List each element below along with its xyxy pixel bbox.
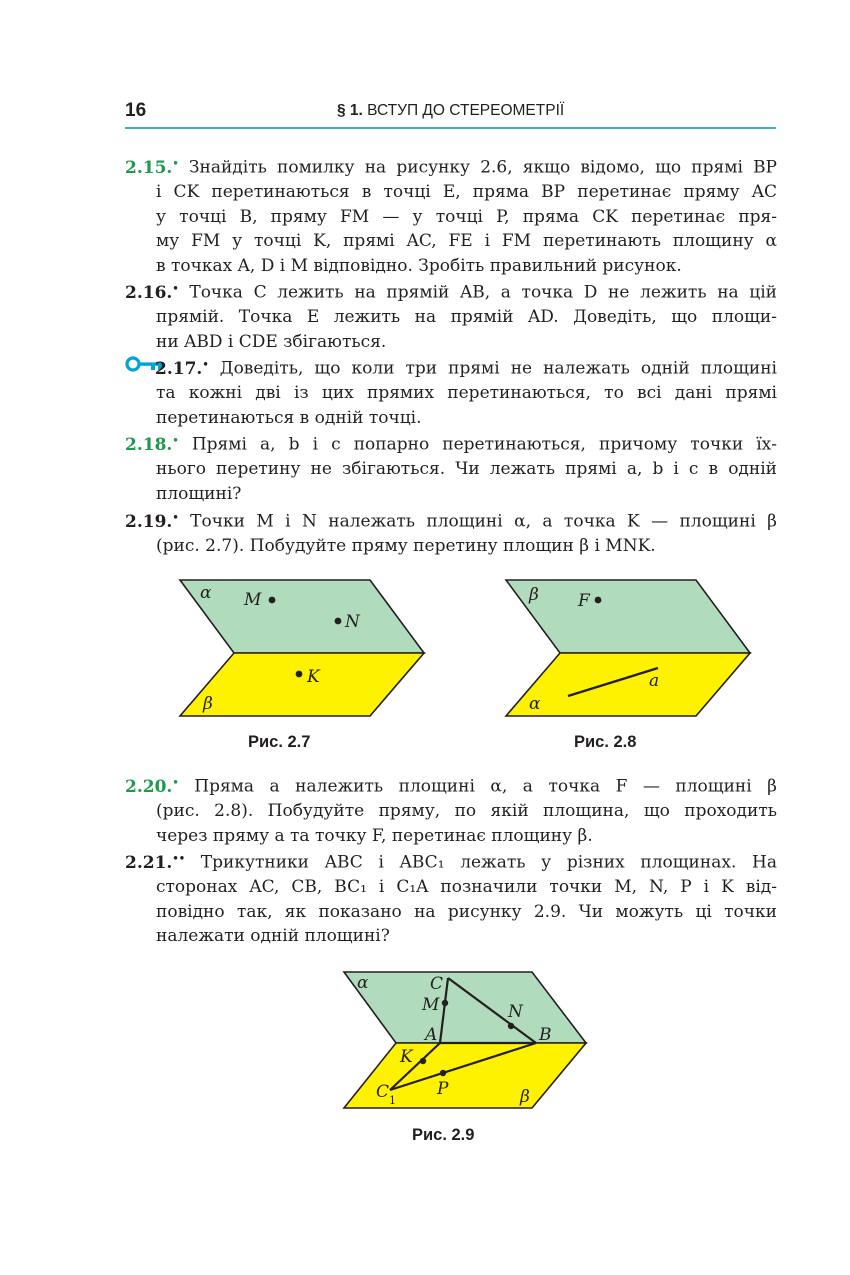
problem-line: належати одній площині? xyxy=(156,926,390,947)
point-K xyxy=(420,1058,426,1064)
label-a: a xyxy=(649,671,660,691)
problem-line: у точці B, пряму FM — у точці P, пряма CK перетинає пря- xyxy=(156,206,777,227)
section-name: ВСТУП ДО СТЕРЕОМЕТРІЇ xyxy=(367,102,565,119)
problem-line: 2.18.• Прямі a, b і c попарно перетинаються, причому точки їх- xyxy=(125,434,777,455)
problem-line: (рис. 2.8). Побудуйте пряму, по якій площина, що проходить xyxy=(156,801,777,822)
label-K: K xyxy=(400,1047,413,1067)
problem-2-18 xyxy=(125,429,777,506)
point-F xyxy=(595,597,602,604)
problem-2-20 xyxy=(125,771,777,848)
problem-2-17 xyxy=(125,353,777,430)
label-N: N xyxy=(345,612,360,632)
label-M: M xyxy=(422,995,440,1015)
label-C1: C xyxy=(376,1082,390,1102)
problem-number: 2.15.• xyxy=(125,157,179,178)
problem-line: 2.19.• Точки M і N належать площині α, а точка K — площині β xyxy=(125,511,777,532)
problem-line: му FM у точці K, прямі AC, FE і FM перетинають площину α xyxy=(156,231,777,252)
label-C1-sub: 1 xyxy=(389,1094,396,1107)
problem-line: 2.15.• Знайдіть помилку на рисунку 2.6, якщо відомо, що прямі BP xyxy=(125,157,777,178)
caption-2-7: Рис. 2.7 xyxy=(248,733,311,751)
label-A: A xyxy=(425,1025,438,1045)
problem-number: 2.20.• xyxy=(125,776,179,797)
label-K: K xyxy=(307,667,320,687)
figure-2-7 xyxy=(178,578,428,724)
label-beta: β xyxy=(203,694,213,714)
problem-line: ни ABD і CDE збігаються. xyxy=(156,331,387,352)
problem-line: 2.16.• Точка C лежить на прямій AB, а точка D не лежить на цій xyxy=(125,282,777,303)
section-title xyxy=(337,102,564,120)
figure-2-8 xyxy=(504,578,754,724)
problem-line: через пряму a та точку F, перетинає площину β. xyxy=(156,825,593,846)
problem-2-21 xyxy=(125,847,777,949)
point-N xyxy=(335,618,342,625)
problem-number: 2.18.• xyxy=(125,434,179,455)
label-N: N xyxy=(508,1002,523,1022)
point-K xyxy=(296,671,303,678)
point-P xyxy=(440,1070,446,1076)
figure-2-9 xyxy=(340,970,590,1116)
caption-2-8: Рис. 2.8 xyxy=(574,733,637,751)
problem-line: перетинаються в одній точці. xyxy=(156,407,422,428)
problem-line: повідно так, як показано на рисунку 2.9. Чи можуть ці точки xyxy=(156,901,777,922)
label-C: C xyxy=(430,974,444,994)
problem-line: і CK перетинаються в точці E, пряма BP перетинає пряму AC xyxy=(156,182,777,203)
problem-line: та кожні дві із цих прямих перетинаються, то всі дані прямі xyxy=(156,383,777,404)
problem-line: 2.21.•• Трикутники ABC і ABC₁ лежать у різних площинах. На xyxy=(125,852,777,873)
label-alpha: α xyxy=(357,973,369,993)
point-M xyxy=(442,1000,448,1006)
problem-2-16 xyxy=(125,277,777,354)
problem-line: 2.20.• Пряма a належить площині α, а точка F — площині β xyxy=(125,776,777,797)
label-B: B xyxy=(539,1025,552,1045)
problem-number: 2.17.• xyxy=(155,358,209,379)
plane-beta xyxy=(180,653,424,716)
label-alpha: α xyxy=(529,694,541,714)
problem-line: прямій. Точка E лежить на прямій AD. Доведіть, що площи- xyxy=(156,307,777,328)
problem-line: в точках A, D і M відповідно. Зробіть правильний рисунок. xyxy=(156,255,682,276)
problem-line: 2.17.• Доведіть, що коли три прямі не належать одній площині xyxy=(155,358,777,379)
plane-beta xyxy=(506,580,750,653)
problem-number: 2.21.•• xyxy=(125,852,186,873)
problem-line: (рис. 2.7). Побудуйте пряму перетину площин β і MNK. xyxy=(156,536,656,557)
label-M: M xyxy=(244,590,262,610)
problem-line: сторонах AC, CB, BC₁ і C₁A позначили точки M, N, P і K від- xyxy=(156,877,777,898)
point-N xyxy=(508,1023,514,1029)
header-rule xyxy=(125,127,776,129)
label-beta: β xyxy=(520,1087,530,1107)
label-P: P xyxy=(437,1079,449,1099)
plane-alpha xyxy=(506,653,750,716)
page-header xyxy=(125,98,776,128)
label-beta: β xyxy=(529,585,539,605)
point-M xyxy=(269,597,276,604)
problem-number: 2.19.• xyxy=(125,511,179,532)
page-number: 16 xyxy=(125,100,147,121)
problem-2-19 xyxy=(125,506,777,559)
plane-alpha xyxy=(180,580,424,653)
problem-2-15 xyxy=(125,152,777,278)
problem-line: площині? xyxy=(156,483,242,504)
section-mark: § 1. xyxy=(337,102,363,119)
problem-number: 2.16.• xyxy=(125,282,179,303)
caption-2-9: Рис. 2.9 xyxy=(412,1126,475,1144)
label-alpha: α xyxy=(200,583,212,603)
problem-line: нього перетину не збігаються. Чи лежать прямі a, b і c в одній xyxy=(156,459,777,480)
label-F: F xyxy=(578,591,590,611)
